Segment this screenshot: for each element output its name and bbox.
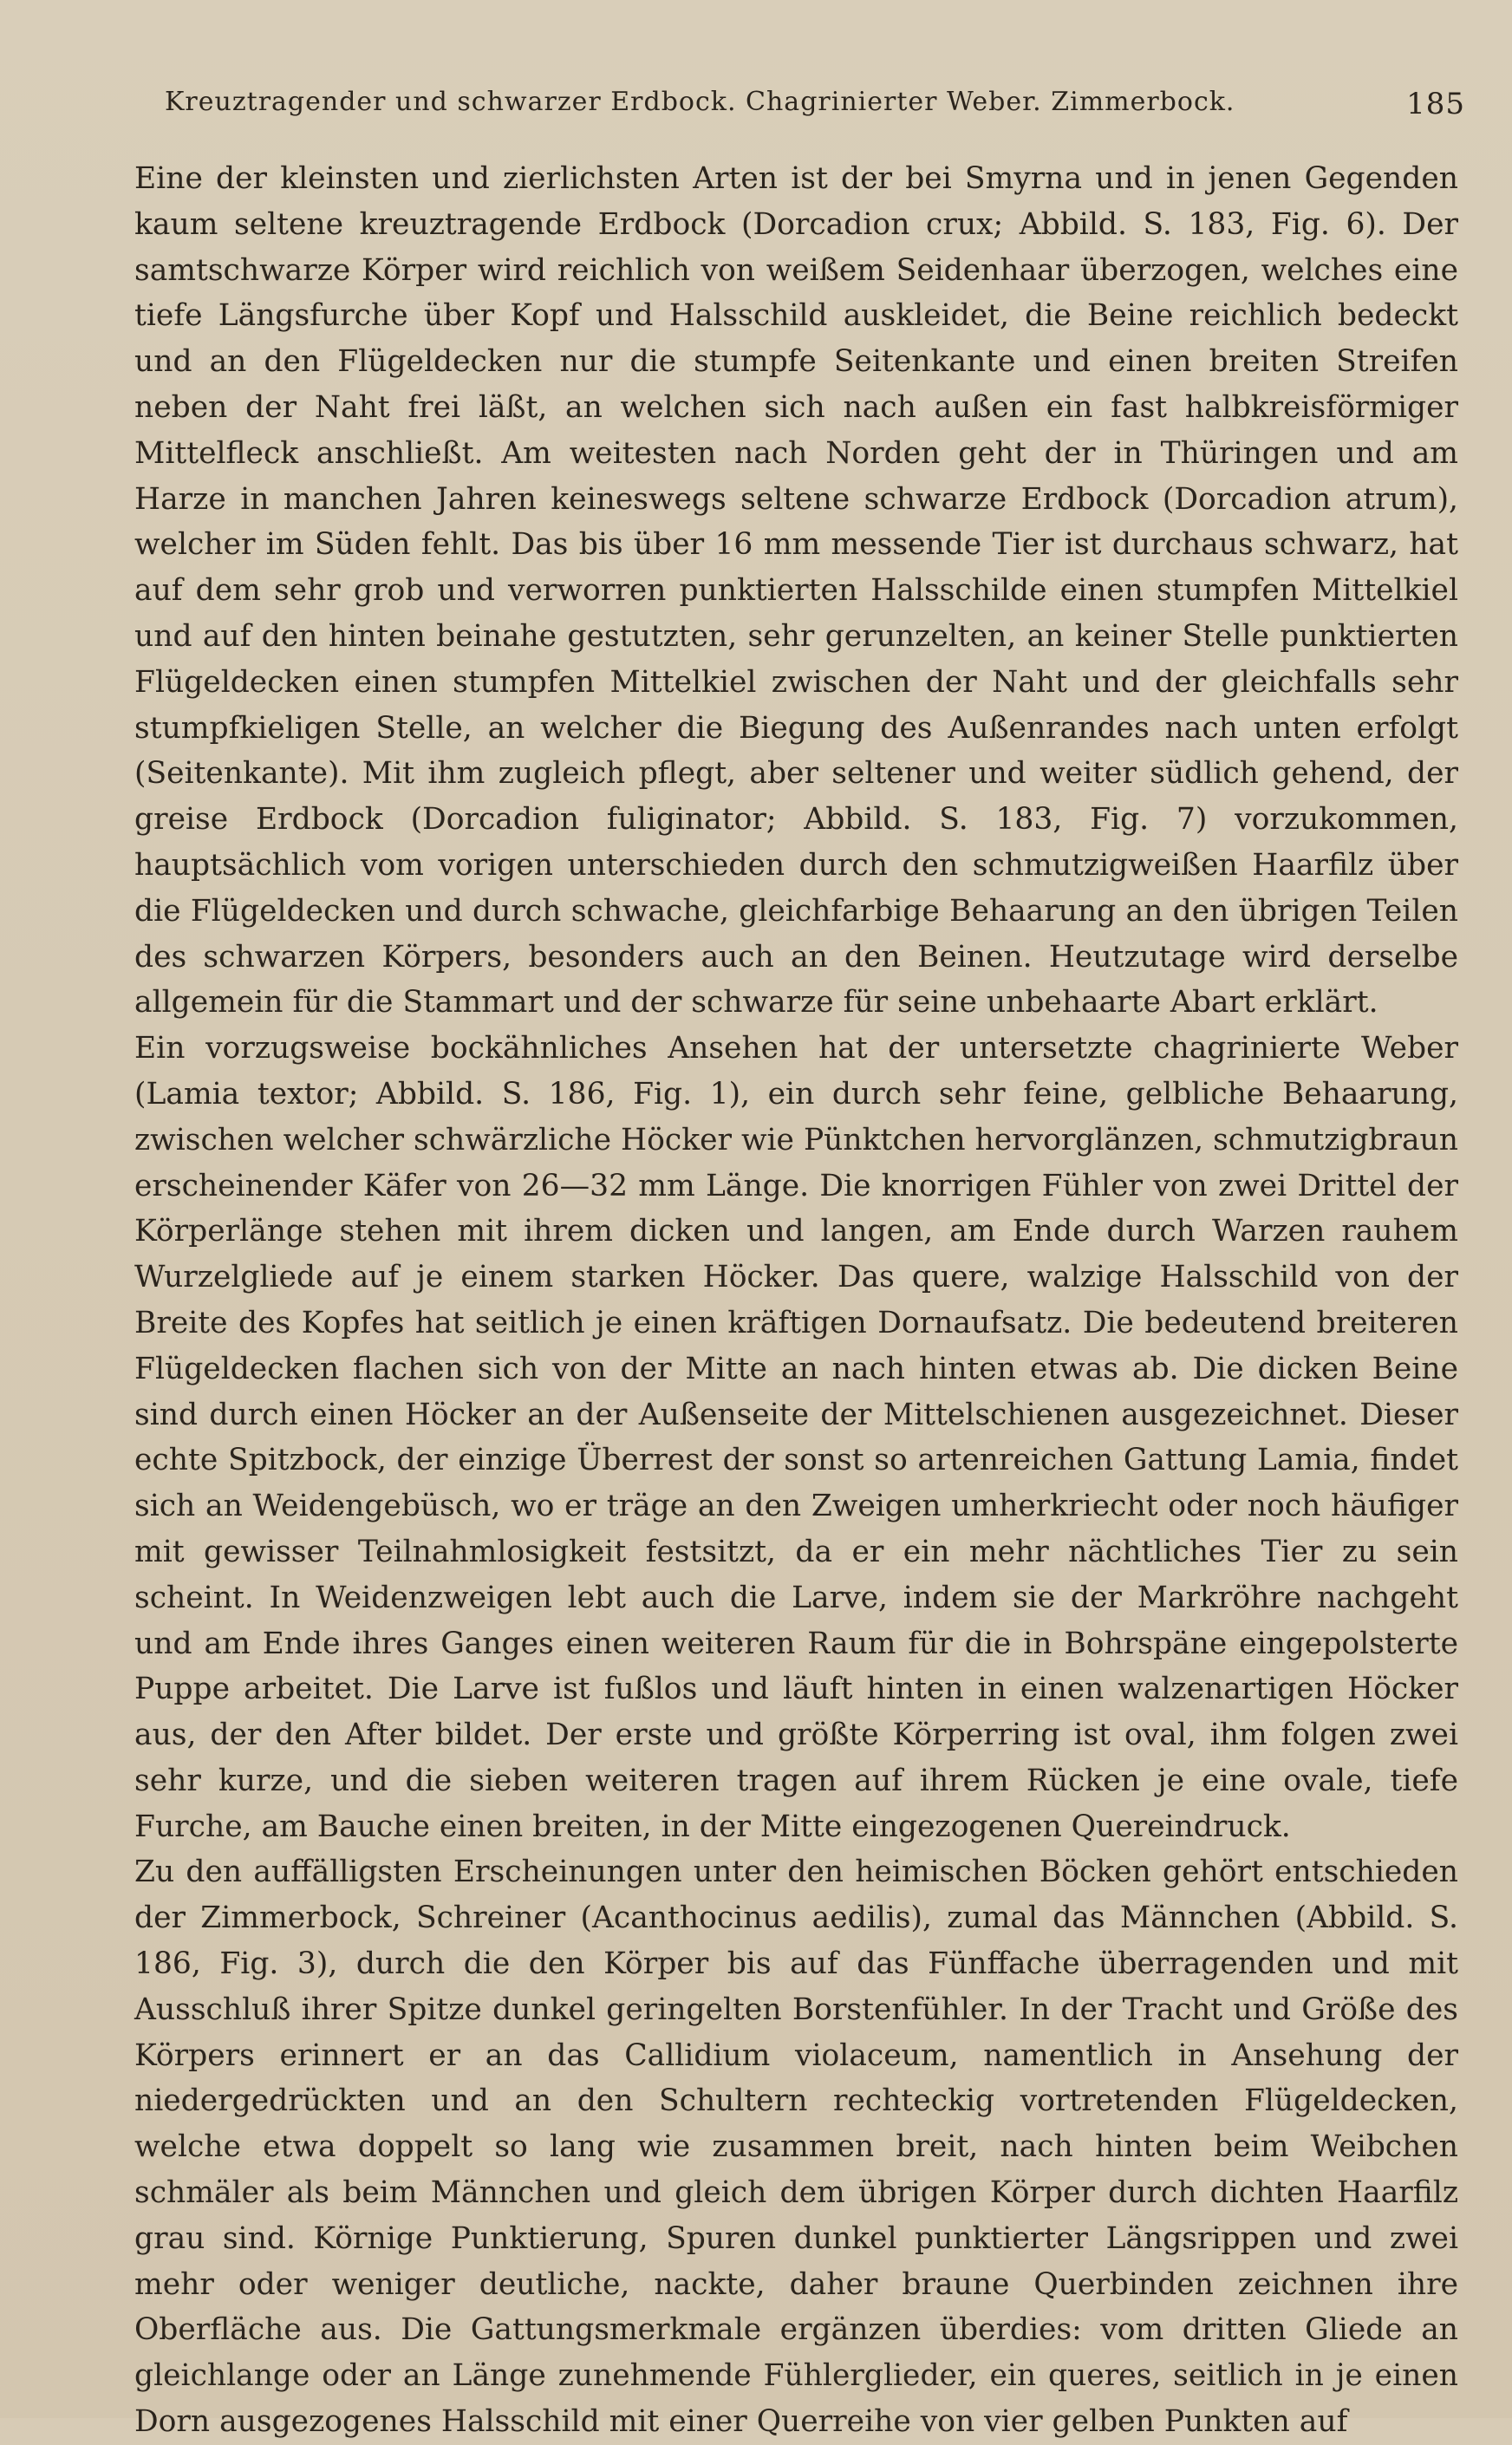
running-header [165,87,1465,132]
paragraph-zimmerbock [134,1849,1458,2444]
paragraph-weber [134,1026,1458,1849]
paragraph-text: Eine der kleinsten und zierlichsten Arten ist der bei Smyrna und in jenen Gegenden kaum seltene kreuztragende Erdbock (Dorcadion crux; Abbild. S. 183, Fig. 6). Der samtschwarze Körper wird reichlich von weißem Seidenhaar überzogen, welches eine tiefe Längsfurche über Kopf und Halsschild auskleidet, die Beine reichlich bedeckt und an den Flügeldecken nur die stumpfe Seitenkante und einen breiten Streifen neben der Naht frei läßt, an welchen sich nach außen ein fast halbkreisförmiger Mittelfleck anschließt. Am weitesten nach Norden geht der in Thüringen und am Harze in manchen Jahren keineswegs seltene schwarze Erdbock (Dorcadion atrum), welcher im Süden fehlt. Das bis über 16 mm messende Tier ist durchaus schwarz, hat auf dem sehr grob und verworren punktierten Halsschilde einen stumpfen Mittelkiel und auf den hinten beinahe gestutzten, sehr gerunzelten, an keiner Stelle punktierten Flügeldecken einen stumpfen Mittelkiel zwischen der Naht und der gleichfalls sehr stumpfkieligen Stelle, an welcher die Biegung des Außenrandes nach unten erfolgt (Seitenkante). Mit ihm zugleich pflegt, aber seltener und weiter südlich gehend, der greise Erdbock (Dorcadion fuliginator; Abbild. S. 183, Fig. 7) vorzukommen, hauptsächlich vom vorigen unterschieden durch den schmutzigweißen Haarfilz über die Flügeldecken und durch schwache, gleichfarbige Behaarung an den übrigen Teilen des schwarzen Körpers, besonders auch an den Beinen. Heutzutage wird derselbe allgemein für die Stammart und der schwarze für seine unbehaarte Abart erklärt. [134,161,1458,1020]
body-text [134,156,1458,2445]
paragraph-text: Zu den auffälligsten Erscheinungen unter den heimischen Böcken gehört entschieden der Zimmerbock, Schreiner (Acanthocinus aedilis), zumal das Männchen (Abbild. S. 186, Fig. 3), durch die den Körper bis auf das Fünffache überragenden und mit Ausschluß ihrer Spitze dunkel geringelten Borstenfühler. In der Tracht und Größe des Körpers erinnert er an das Callidium violaceum, namentlich in Ansehung der niedergedrückten und an den Schultern rechteckig vortretenden Flügeldecken, welche etwa doppelt so lang wie zusammen breit, nach hinten beim Weibchen schmäler als beim Männchen und gleich dem übrigen Körper durch dichten Haarfilz grau sind. Körnige Punktierung, Spuren dunkel punktierter Längsrippen und zwei mehr oder weniger deutliche, nackte, daher braune Querbinden zeichnen ihre Oberfläche aus. Die Gattungsmerkmale ergänzen überdies: vom dritten Gliede an gleichlange oder an Länge zunehmende Fühlerglieder, ein queres, seitlich in je einen Dorn ausgezogenes Halsschild mit einer Querreihe von vier gelben Punkten auf [134,1855,1458,2440]
paragraph-text: Ein vorzugsweise bockähnliches Ansehen hat der untersetzte chagrinierte Weber (Lamia textor; Abbild. S. 186, Fig. 1), ein durch sehr feine, gelbliche Behaarung, zwischen welcher schwärzliche Höcker wie Pünktchen hervorglänzen, schmutzigbraun erscheinender Käfer von 26—32 mm Länge. Die knorrigen Fühler von zwei Drittel der Körperlänge stehen mit ihrem dicken und langen, am Ende durch Warzen rauhem Wurzelgliede auf je einem starken Höcker. Das quere, walzige Halsschild von der Breite des Kopfes hat seitlich je einen kräftigen Dornaufsatz. Die bedeutend breiteren Flügeldecken flachen sich von der Mitte an nach hinten etwas ab. Die dicken Beine sind durch einen Höcker an der Außenseite der Mittelschienen ausgezeichnet. Dieser echte Spitzbock, der einzige Überrest der sonst so artenreichen Gattung Lamia, findet sich an Weidengebüsch, wo er träge an den Zweigen umherkriecht oder noch häufiger mit gewisser Teilnahmlosigkeit festsitzt, da er ein mehr nächtliches Tier zu sein scheint. In Weidenzweigen lebt auch die Larve, indem sie der Markröhre nachgeht und am Ende ihres Ganges einen weiteren Raum für die in Bohrspäne eingepolsterte Puppe arbeitet. Die Larve ist fußlos und läuft hinten in einen walzenartigen Höcker aus, der den After bildet. Der erste und größte Körperring ist oval, ihm folgen zwei sehr kurze, und die sieben weiteren tragen auf ihrem Rücken je eine ovale, tiefe Furche, am Bauche einen breiten, in der Mitte eingezogenen Quereindruck. [134,1031,1458,1844]
page-number: 185 [1406,87,1465,121]
header-title: Kreuztragender und schwarzer Erdbock. Chagrinierter Weber. Zimmerbock. [165,87,1235,117]
paragraph-erdbock [134,156,1458,1026]
